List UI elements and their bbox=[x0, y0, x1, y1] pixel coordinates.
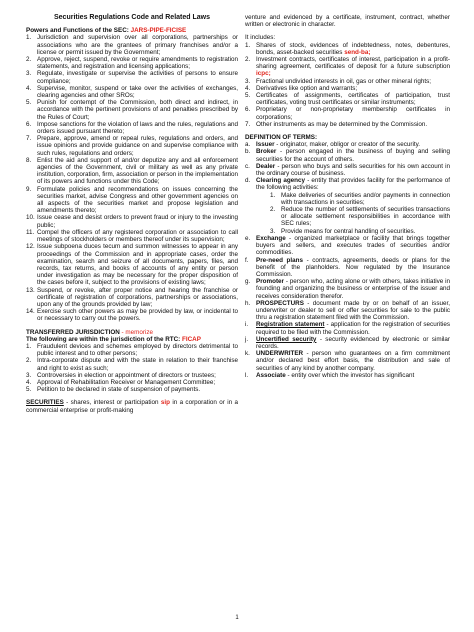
power-item bbox=[26, 287, 238, 309]
definition-letter: l. bbox=[245, 371, 249, 379]
power-item bbox=[26, 34, 238, 56]
includes-label: It includes: bbox=[245, 34, 276, 42]
includes-number: 6. bbox=[245, 106, 251, 114]
power-item bbox=[26, 99, 238, 121]
power-text: Jurisdiction and supervision over all corporations, partnerships or associations who are the grantees of primary franchises and/or a license or permit issued by the Government; bbox=[37, 34, 238, 56]
includes-text bbox=[256, 92, 450, 106]
power-text: Compel the officers of any registered corporation or association to call meetings of stockholders or members thereof under its supervision; bbox=[37, 228, 238, 244]
power-text: Regulate, investigate or supervise the activities of persons to ensure compliance; bbox=[37, 70, 238, 85]
power-text: Issue cease and desist orders to prevent fraud or injury to the investing public; bbox=[37, 214, 238, 229]
definition-term: Uncertified security bbox=[256, 335, 317, 343]
definition-letter: b. bbox=[245, 148, 251, 156]
definitions-heading: DEFINITION OF TERMS: bbox=[245, 134, 318, 142]
includes-number: 5. bbox=[245, 92, 251, 100]
power-item bbox=[26, 157, 238, 186]
definition-term: Registration statement bbox=[256, 321, 325, 329]
includes-mnemonic: icpc; bbox=[256, 70, 271, 78]
transferred-number: 5. bbox=[26, 386, 32, 394]
transferred-text: Petition to be declared in state of suspension of payments. bbox=[37, 386, 201, 394]
powers-list bbox=[26, 34, 238, 322]
clearing-activity-text: Provide means for central handling of securities. bbox=[281, 227, 416, 235]
includes-mnemonic: send-ba; bbox=[344, 48, 371, 56]
document-title: Securities Regulations Code and Related Laws bbox=[54, 14, 210, 21]
includes-number: 2. bbox=[245, 56, 251, 64]
definition-body bbox=[256, 321, 450, 335]
power-item bbox=[26, 243, 238, 286]
transferred-number: 4. bbox=[26, 378, 32, 386]
includes-number: 7. bbox=[245, 120, 251, 128]
includes-text bbox=[256, 42, 450, 56]
clearing-activity-item bbox=[270, 192, 450, 206]
transferred-subheading-text: The following are within the jurisdiction of the RTC: bbox=[26, 335, 181, 343]
clearing-activity-text: Make deliveries of securities and/or payments in connection with transactions in securities; bbox=[281, 191, 450, 206]
transferred-number: 3. bbox=[26, 371, 32, 379]
includes-text-main: Derivatives like option and warrants; bbox=[256, 84, 358, 92]
powers-mnemonic: JARS-PIPE-FICISE bbox=[130, 27, 187, 35]
definition-text: - organized marketplace or facility that brings together buyers and sellers, and executes trades of securities and/or commodities. bbox=[256, 234, 450, 257]
power-number: 1. bbox=[26, 34, 32, 42]
transferred-text: Controversies in election or appointment of directors or trustees; bbox=[37, 371, 216, 379]
definition-item bbox=[245, 141, 450, 148]
definition-term: PROSPECTURS bbox=[256, 299, 304, 307]
definition-term: Exchange bbox=[256, 234, 286, 242]
transferred-item bbox=[26, 379, 238, 386]
includes-item bbox=[245, 42, 450, 56]
definition-letter: c. bbox=[245, 162, 250, 170]
definition-body bbox=[256, 235, 450, 257]
includes-text-main: Investment contracts, certificates of interest, participation in a profit-sharing agreement, certificates of deposit for a future subscription bbox=[256, 56, 450, 71]
definition-body bbox=[256, 177, 450, 235]
power-text: Prepare, approve, amend or repeal rules, regulations and orders, and issue opinions and provide guidance on and supervise compliance with such rules, regulations and orders; bbox=[37, 135, 238, 157]
definition-body bbox=[256, 141, 450, 148]
power-text: Impose sanctions for the violation of laws and the rules, regulations and orders issued pursuant thereto; bbox=[37, 120, 238, 136]
clearing-activity-number: 1. bbox=[270, 191, 276, 199]
includes-list bbox=[245, 42, 450, 128]
power-number: 8. bbox=[26, 156, 32, 164]
securities-term: SECURITIES bbox=[26, 399, 64, 407]
transferred-item bbox=[26, 386, 238, 393]
definition-term: Broker bbox=[256, 148, 277, 156]
definition-body bbox=[256, 336, 450, 350]
includes-text bbox=[256, 121, 450, 128]
definition-item bbox=[245, 300, 450, 322]
includes-item bbox=[245, 85, 450, 92]
definition-term: Associate bbox=[256, 371, 286, 379]
power-text: Exercise such other powers as may be provided by law, or incidental to or necessary to carry out the powers. bbox=[37, 308, 238, 323]
securities-def-continuation: venture and evidenced by a certificate, instrument, contract, whether written or electronic in character. bbox=[245, 14, 450, 29]
power-number: 9. bbox=[26, 185, 32, 193]
securities-definition bbox=[26, 399, 238, 413]
includes-text bbox=[256, 106, 450, 120]
definition-letter: k. bbox=[245, 350, 250, 358]
definition-letter: d. bbox=[245, 177, 251, 185]
power-number: 11. bbox=[26, 228, 35, 236]
definition-item bbox=[245, 372, 450, 379]
definition-text: - person who buys and sells securities for his own account in the ordinary course of business. bbox=[256, 162, 450, 178]
transferred-item bbox=[26, 357, 238, 371]
power-text: Punish for contempt of the Commission, both direct and indirect, in accordance with the pertinent provisions of and penalties prescribed by the Rules of Court; bbox=[37, 99, 238, 121]
definition-text: - originator, maker, obligor or creator of the security. bbox=[274, 141, 421, 149]
left-column bbox=[26, 14, 238, 414]
includes-text bbox=[256, 78, 450, 85]
page-number: 1 bbox=[235, 615, 239, 621]
power-text: Issue subpoena duces tecum and summon witnesses to appear in any proceedings of the Commission and in appropriate cases, order the examination, search and seizure of all documents, papers, files, and records, tax returns, and books of accounts of any entity or person under investigation as may be necessary for the proper disposition of the cases before it, subject to the provisions of existing laws; bbox=[37, 243, 238, 287]
transferred-number: 2. bbox=[26, 357, 32, 365]
power-number: 4. bbox=[26, 84, 32, 92]
power-item bbox=[26, 56, 238, 70]
definitions-list bbox=[245, 141, 450, 379]
definition-item bbox=[245, 350, 450, 372]
powers-heading bbox=[26, 27, 238, 34]
transferred-mnemonic: FICAP bbox=[182, 335, 201, 343]
definition-term: Promoter bbox=[256, 278, 284, 286]
power-text: Supervise, monitor, suspend or take over the activities of exchanges, clearing agencies and other SROs; bbox=[37, 84, 238, 100]
definition-item bbox=[245, 235, 450, 257]
includes-text-main: Fractional undivided interests in oil, gas or other mineral rights; bbox=[256, 77, 431, 85]
power-number: 2. bbox=[26, 56, 32, 64]
definition-item bbox=[245, 321, 450, 335]
definition-body bbox=[256, 148, 450, 162]
power-item bbox=[26, 308, 238, 322]
power-number: 3. bbox=[26, 70, 32, 78]
includes-text-main: Other instruments as may be determined by the Commission. bbox=[256, 120, 428, 128]
transferred-number: 1. bbox=[26, 342, 32, 350]
includes-item bbox=[245, 78, 450, 85]
definition-item bbox=[245, 163, 450, 177]
right-column bbox=[245, 14, 450, 379]
definition-body bbox=[256, 350, 450, 372]
clearing-activity-item bbox=[270, 228, 450, 235]
definition-term: Clearing agency bbox=[256, 177, 306, 185]
power-item bbox=[26, 85, 238, 99]
securities-mnemonic: sip bbox=[160, 399, 170, 407]
clearing-agency-sublist bbox=[256, 192, 450, 235]
power-item bbox=[26, 70, 238, 84]
transferred-item bbox=[26, 343, 238, 357]
includes-number: 1. bbox=[245, 41, 251, 49]
definition-body bbox=[256, 300, 450, 322]
securities-def-post: in a corporation or in a commercial enterprise or profit-making bbox=[26, 399, 238, 414]
definition-item bbox=[245, 177, 450, 235]
definition-letter: f. bbox=[245, 256, 249, 264]
definition-body bbox=[256, 257, 450, 279]
definition-letter: g. bbox=[245, 278, 251, 286]
definition-body bbox=[256, 163, 450, 177]
definition-text: - person engaged in the business of buying and selling securities for the account of others. bbox=[256, 148, 450, 163]
definition-text: - entity that provides facility for the performance of the following activities: bbox=[256, 177, 450, 192]
definition-letter: h. bbox=[245, 299, 251, 307]
definition-text: - person who guarantees on a firm commitment and/or declared best effort basis, the distribution and sale of securities of any kind by another company. bbox=[256, 350, 450, 372]
definition-text: - document made by or on behalf of an issuer, underwriter or dealer to sell or offer securities for sale to the public thru a registration statement filed with the Commission. bbox=[256, 299, 450, 322]
power-item bbox=[26, 135, 238, 157]
includes-number: 4. bbox=[245, 84, 251, 92]
power-item bbox=[26, 229, 238, 243]
definition-item bbox=[245, 257, 450, 279]
transferred-heading bbox=[26, 329, 238, 336]
transferred-item bbox=[26, 372, 238, 379]
power-text: Formulate policies and recommendations on issues concerning the securities market, advise Congress and other government agencies on all aspects of the securities market and propose legislation and amendments thereto; bbox=[37, 185, 238, 215]
clearing-activity-item bbox=[270, 206, 450, 228]
transferred-memorize-note: - memorize bbox=[121, 328, 154, 336]
definition-item bbox=[245, 148, 450, 162]
clearing-activity-text: Reduce the number of settlements of securities transactions or allocate settlement responsibilities in accordance with SEC rules; bbox=[281, 206, 450, 228]
power-number: 7. bbox=[26, 135, 32, 143]
power-number: 10. bbox=[26, 214, 35, 222]
includes-text-main: Shares of stock, evidences of indebtedness, notes, debentures, bonds, asset-backed securities bbox=[256, 41, 450, 56]
includes-item bbox=[245, 92, 450, 106]
definition-body bbox=[256, 372, 450, 379]
includes-text-main: Certificates of assignments, certificates of participation, trust certificates, voting trust certificates or similar instruments; bbox=[256, 92, 450, 107]
definition-text: - person who, acting alone or with others, takes initiative in founding and organizing the business or enterprise of the issuer and receives consideration therefor. bbox=[256, 278, 450, 300]
includes-item bbox=[245, 56, 450, 78]
definition-item bbox=[245, 336, 450, 350]
definition-letter: i. bbox=[245, 321, 249, 329]
power-number: 6. bbox=[26, 120, 32, 128]
power-number: 13. bbox=[26, 286, 35, 294]
definition-term: UNDERWRITER bbox=[256, 350, 304, 358]
includes-text-main: Proprietary or non-proprietary membership certificates in corporations; bbox=[256, 106, 450, 121]
transferred-text: Fraudulent devices and schemes employed by directors detrimental to public interest and to other persons; bbox=[37, 342, 238, 358]
power-item bbox=[26, 186, 238, 215]
definition-text: - entity over which the investor has significant bbox=[285, 371, 415, 379]
power-text: Enlist the aid and support of and/or deputize any and all enforcement agencies of the Government, civil or military as well as any private institution, corporation, firm, association or person in the implementation of its powers and functions under this Code; bbox=[37, 156, 238, 186]
definition-letter: e. bbox=[245, 234, 251, 242]
power-text: Approve, reject, suspend, revoke or require amendments to registration statements, and registration and licensing applications; bbox=[37, 56, 238, 71]
power-item bbox=[26, 121, 238, 135]
definition-item bbox=[245, 278, 450, 300]
includes-item bbox=[245, 121, 450, 128]
power-item bbox=[26, 214, 238, 228]
power-number: 12. bbox=[26, 243, 35, 251]
includes-number: 3. bbox=[245, 77, 251, 85]
includes-item bbox=[245, 106, 450, 120]
transferred-text: Approval of Rehabilitation Receiver or Management Committee; bbox=[37, 378, 216, 386]
power-text: Suspend, or revoke, after proper notice and hearing the franchise or certificate of registration of corporations, partnerships or associations, upon any of the grounds provided by law; bbox=[37, 286, 238, 308]
definition-text: - security evidenced by electronic or similar records. bbox=[256, 335, 451, 350]
definition-term: Issuer bbox=[256, 141, 275, 149]
includes-text bbox=[256, 56, 450, 78]
power-number: 5. bbox=[26, 99, 32, 107]
transferred-subheading bbox=[26, 336, 238, 343]
definition-term: Pre-need plans bbox=[256, 256, 303, 264]
includes-text bbox=[256, 85, 450, 92]
definition-body bbox=[256, 278, 450, 300]
power-number: 14. bbox=[26, 308, 35, 316]
transferred-text: Intra-corporate dispute and with the state in relation to their franchise and right to exist as such; bbox=[37, 357, 238, 372]
transferred-heading-text: TRANSFERRED JURISDICTION bbox=[26, 328, 120, 336]
definition-term: Dealer bbox=[256, 162, 276, 170]
definition-text: - application for the registration of securities required to be filed with the Commission. bbox=[256, 321, 450, 336]
definition-text: - contracts, agreements, deeds or plans for the benefit of the planholders. Now regulated by the Insurance Commission. bbox=[256, 256, 450, 278]
definition-letter: a. bbox=[245, 141, 251, 149]
clearing-activity-number: 3. bbox=[270, 227, 276, 235]
powers-heading-text: Powers and Functions of the SEC: bbox=[26, 27, 129, 35]
transferred-list bbox=[26, 343, 238, 393]
securities-def-pre: - shares, interest or participation bbox=[63, 399, 161, 407]
clearing-activity-number: 2. bbox=[270, 206, 276, 214]
definition-letter: j. bbox=[245, 335, 249, 343]
